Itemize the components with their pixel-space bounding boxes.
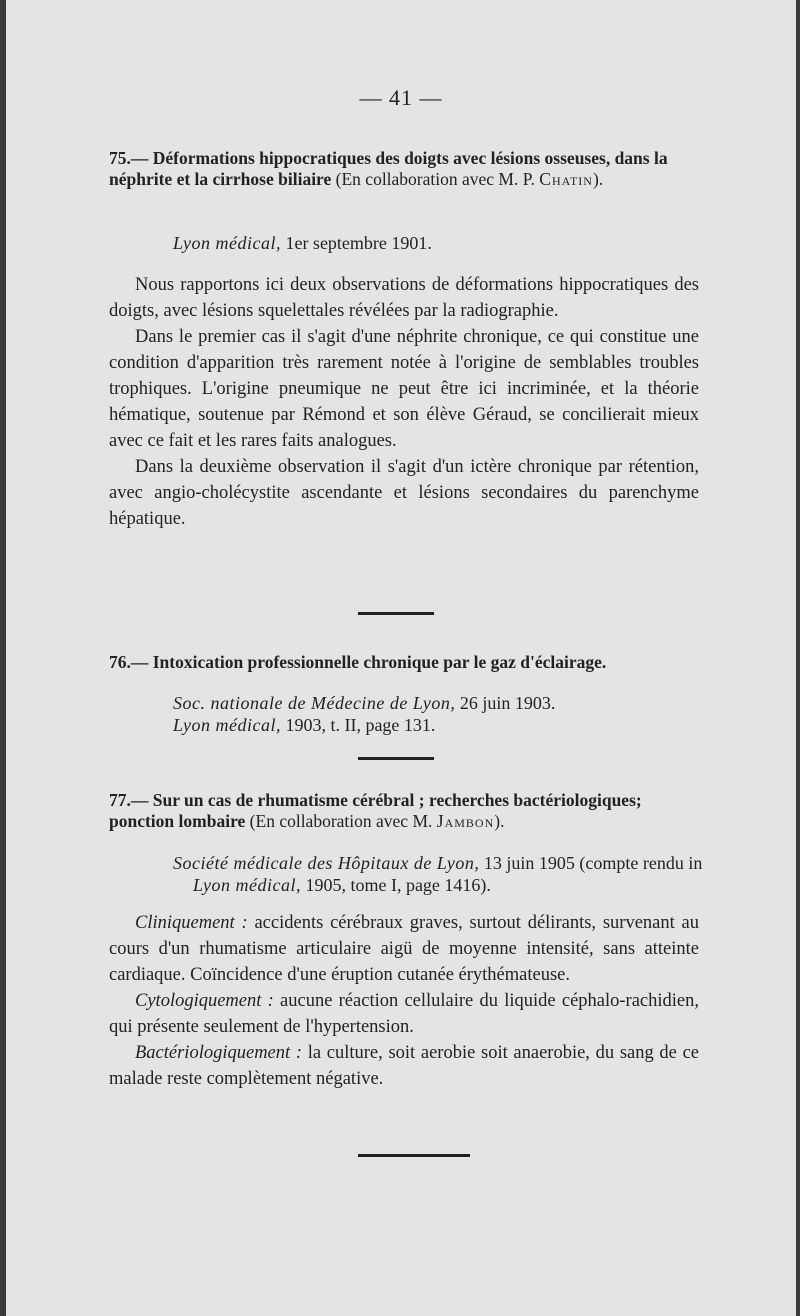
entry-75-title: Déformations hippocratiques des doigts avec lésions osseuses, dans la néphrite et la cirrhose biliaire <box>109 148 668 189</box>
entry-76-source-2-date: 1903, t. II, page 131. <box>285 715 436 735</box>
entry-75-paragraph-3: Dans la deuxième observation il s'agit d'un ictère chronique par rétention, avec angio-cholécystite ascendante et lésions secondaires du parenchyme hépatique. <box>109 457 699 529</box>
entry-77-paragraph-2 <box>109 988 699 1040</box>
entry-77-source-cont-prefix: rendu in <box>642 853 703 873</box>
entry-75-source <box>173 232 693 254</box>
page-number: — 41 — <box>359 85 443 110</box>
entry-75-number: 75.— <box>109 148 149 168</box>
entry-75-body <box>109 272 699 532</box>
entry-77-source-cont-suffix: 1905, tome I, page 1416). <box>305 875 491 895</box>
entry-77-paragraph-1 <box>109 910 699 988</box>
entry-75-paragraph-2: Dans le premier cas il s'agit d'une néphrite chronique, ce qui constitue une condition d'apparition très rarement notée à l'origine de semblables troubles trophiques. L'origine pneumique ne peut être ici incriminée, et la théorie hématique, soutenue par Rémond et son élève Géraud, se concilierait mieux avec ce fait et les rares faits analogues. <box>109 327 699 451</box>
separator-rule <box>358 612 434 615</box>
entry-77-paragraph-1-lead: Cliniquement : <box>135 913 248 933</box>
entry-76-source-1-date: 26 juin 1903. <box>459 693 556 713</box>
entry-77-body <box>109 910 699 1092</box>
entry-76-source-2 <box>173 714 693 736</box>
entry-77-source-date: 13 juin 1905 (compte <box>483 853 639 873</box>
entry-77-source <box>173 852 713 896</box>
entry-77-paragraph-2-lead: Cytologiquement : <box>135 991 274 1011</box>
entry-77-heading <box>109 790 699 832</box>
entry-75-paragraph-1: Nous rapportons ici deux observations de déformations hippocratiques des doigts, avec lésions squelettales révélées par la radiographie. <box>109 275 699 321</box>
entry-77-source-cont-journal: Lyon médical, <box>193 875 301 895</box>
entry-76-source-1-journal: Soc. nationale de Médecine de Lyon, <box>173 693 456 713</box>
entry-77-paragraph-3-lead: Bactériologiquement : <box>135 1043 303 1063</box>
entry-75-source-journal: Lyon médical, <box>173 233 281 253</box>
entry-77-source-journal: Société médicale des Hôpitaux de Lyon, <box>173 853 480 873</box>
document-page <box>6 0 796 1316</box>
entry-77-paragraph-3 <box>109 1040 699 1092</box>
entry-77-number: 77.— <box>109 790 149 810</box>
separator-rule <box>358 757 434 760</box>
entry-77-paragraph-2-text: aucune réaction cellulaire du liquide céphalo-rachidien, qui présente seulement de l'hypertension. <box>109 991 699 1037</box>
entry-76-number: 76.— <box>109 652 149 672</box>
entry-75-note-suffix: ). <box>592 169 604 189</box>
separator-rule <box>358 1154 470 1157</box>
entry-75-note-prefix: (En collaboration avec M. P. <box>335 169 540 189</box>
entry-77-note-prefix: (En collaboration avec M. <box>249 811 437 831</box>
entry-75-source-date: 1er septembre 1901. <box>285 233 432 253</box>
entry-75-note-name: Chatin <box>539 169 593 189</box>
entry-76-source-2-journal: Lyon médical, <box>173 715 281 735</box>
entry-77-note-name: Jambon <box>436 811 495 831</box>
entry-77-paragraph-1-text: accidents cérébraux graves, surtout délirants, survenant au cours d'un rhumatisme articulaire aigü de moyenne intensité, sans atteinte cardiaque. Coïncidence d'une éruption cutanée érythémateuse. <box>109 913 700 985</box>
entry-75-heading <box>109 148 699 190</box>
entry-76-title: Intoxication professionnelle chronique par le gaz d'éclairage. <box>152 652 607 672</box>
entry-77-note-suffix: ). <box>494 811 505 831</box>
entry-77-paragraph-3-text: la culture, soit aerobie soit anaerobie, du sang de ce malade reste complètement négative. <box>109 1043 700 1089</box>
entry-77-title: Sur un cas de rhumatisme cérébral ; recherches bactériologiques; ponction lombaire <box>109 790 642 831</box>
entry-76-source-1 <box>173 692 693 714</box>
entry-76-heading <box>109 652 699 673</box>
